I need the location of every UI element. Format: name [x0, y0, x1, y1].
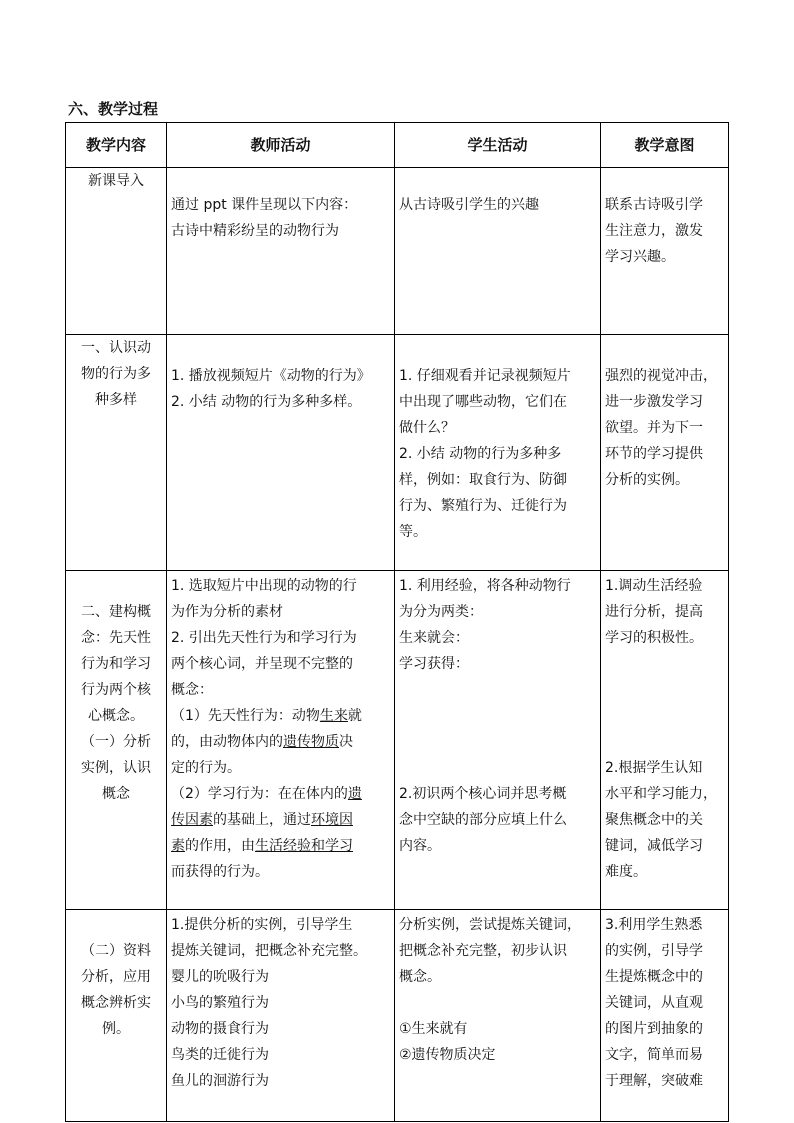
cell-line: 生提炼概念中的: [605, 969, 703, 985]
text-run: 的作用，由: [185, 838, 255, 854]
row-content: [66, 335, 167, 571]
text-run: 就: [347, 708, 362, 724]
cell-line: 学习兴趣。: [605, 249, 675, 265]
spacer: [399, 677, 596, 703]
cell-line: 1.提供分析的实例，引导学生: [171, 917, 353, 933]
cell-line: 行为两个核: [81, 682, 151, 698]
section-title: 六、教学过程: [68, 100, 159, 118]
table-header-row: [66, 123, 729, 168]
cell-line: 水平和学习能力，: [605, 786, 717, 802]
cell-line: 鸟类的迁徙行为: [171, 1047, 269, 1063]
row-teaching-intent: [601, 335, 729, 571]
cell-line: 1. 仔细观看并记录视频短片: [399, 368, 571, 384]
cell-line: 1. 播放视频短片《动物的行为》: [171, 368, 371, 384]
cell-line: 通过 ppt 课件呈现以下内容：: [171, 197, 358, 213]
cell-line: 环节的学习提供: [605, 446, 703, 462]
cell-line: 概念。: [399, 969, 441, 985]
cell-line: 关键词，从直观: [605, 995, 703, 1011]
text-run: （2）学习行为：在在体内的: [171, 786, 348, 802]
row-student-activity: [395, 910, 601, 1122]
cell-line: 例。: [102, 1021, 130, 1037]
cell-line: 概念: [102, 786, 130, 802]
cell-line: 概念辨析实: [81, 995, 151, 1011]
row-student-activity: [395, 335, 601, 571]
cell-line: 实例，认识: [81, 760, 151, 776]
cell-line: 2.根据学生认知: [605, 760, 703, 776]
row-student-activity: [395, 571, 601, 910]
row-teacher-activity: [167, 335, 395, 571]
header-student-activity: 学生活动: [395, 123, 601, 168]
cell-line: 文字，简单而易: [605, 1047, 703, 1063]
header-teacher-activity: 教师活动: [167, 123, 395, 168]
cell-line: 样，例如：取食行为、防御: [399, 472, 567, 488]
cell-line: 从古诗吸引学生的兴趣: [399, 197, 539, 213]
table-row: [66, 910, 729, 1122]
cell-line: 而获得的行为。: [171, 864, 269, 880]
underlined-keyword: 环境因: [311, 812, 353, 828]
row-content: [66, 571, 167, 910]
cell-line: [171, 833, 390, 859]
row-content: [66, 910, 167, 1122]
row-teaching-intent: [601, 910, 729, 1122]
cell-line: 婴儿的吮吸行为: [171, 969, 269, 985]
row-teacher-activity: [167, 571, 395, 910]
cell-line: 内容。: [399, 838, 441, 854]
row-student-activity: [395, 168, 601, 335]
spacer: [399, 703, 596, 729]
spacer: [399, 729, 596, 755]
spacer: [605, 677, 724, 703]
cell-line: 2. 引出先天性行为和学习行为: [171, 630, 357, 646]
cell-line: 鱼儿的洄游行为: [171, 1073, 269, 1089]
cell-line: 中出现了哪些动物，它们在: [399, 394, 567, 410]
cell-line: 2.初识两个核心词并思考概: [399, 786, 567, 802]
cell-line: 学习获得：: [399, 656, 469, 672]
cell-line: ①生来就有: [399, 1021, 468, 1037]
text-run: 的，由动物体内的: [171, 734, 283, 750]
table-row: [66, 335, 729, 571]
cell-line: 联系古诗吸引学: [605, 197, 703, 213]
cell-line: （二）资料: [81, 943, 151, 959]
spacer: [605, 729, 724, 755]
cell-line: 1. 利用经验，将各种动物行: [399, 578, 571, 594]
cell-line: [171, 807, 390, 833]
cell-line: 一、认识动: [81, 340, 151, 356]
cell-line: 1. 选取短片中出现的动物的行: [171, 578, 357, 594]
cell-line: 概念：: [171, 682, 213, 698]
cell-line: [171, 729, 390, 755]
cell-line: 分析实例，尝试提炼关键词，: [399, 917, 581, 933]
cell-line: 分析的实例。: [605, 472, 689, 488]
cell-line: 两个核心词，并呈现不完整的: [171, 656, 353, 672]
cell-line: 进一步激发学习: [605, 394, 703, 410]
cell-line: 的实例，引导学: [605, 943, 703, 959]
cell-line: 3.利用学生熟悉: [605, 917, 703, 933]
spacer: [399, 990, 596, 1016]
cell-line: 行为、繁殖行为、迁徙行为: [399, 498, 567, 514]
cell-line: 种多样: [95, 392, 137, 408]
row-content: [66, 168, 167, 335]
cell-line: [171, 703, 390, 729]
cell-line: 新课导入: [88, 173, 144, 189]
text-run: （1）先天性行为：动物: [171, 708, 320, 724]
cell-line: ②遗传物质决定: [399, 1047, 496, 1063]
cell-line: 把概念补充完整，初步认识: [399, 943, 567, 959]
cell-line: 为分为两类：: [399, 604, 483, 620]
row-teacher-activity: [167, 910, 395, 1122]
cell-line: 小鸟的繁殖行为: [171, 995, 269, 1011]
cell-line: 行为和学习: [81, 656, 151, 672]
table-row: [66, 168, 729, 335]
cell-line: 等。: [399, 524, 427, 540]
underlined-keyword: 生活经验和学习: [255, 838, 353, 854]
row-teacher-activity: [167, 168, 395, 335]
row-teaching-intent: [601, 571, 729, 910]
cell-line: 动物的摄食行为: [171, 1021, 269, 1037]
cell-line: 心概念。: [88, 708, 144, 724]
cell-line: 强烈的视觉冲击，: [605, 368, 717, 384]
cell-line: [171, 781, 390, 807]
row-teaching-intent: [601, 168, 729, 335]
cell-line: 念中空缺的部分应填上什么: [399, 812, 567, 828]
header-teaching-intent: 教学意图: [601, 123, 729, 168]
underlined-keyword: 生来: [319, 708, 348, 724]
cell-line: 学习的积极性。: [605, 630, 703, 646]
cell-line: 古诗中精彩纷呈的动物行为: [171, 223, 339, 239]
teaching-process-table: [65, 122, 729, 1122]
cell-line: 的图片到抽象的: [605, 1021, 703, 1037]
text-run: 决: [339, 734, 353, 750]
spacer: [605, 703, 724, 729]
cell-line: 2. 小结 动物的行为多种多: [399, 446, 562, 462]
cell-line: 难度。: [605, 864, 647, 880]
cell-line: 聚焦概念中的关: [605, 812, 703, 828]
cell-line: 1.调动生活经验: [605, 578, 703, 594]
cell-line: 分析，应用: [81, 969, 151, 985]
cell-line: 生来就会：: [399, 630, 469, 646]
header-content: 教学内容: [66, 123, 167, 168]
spacer: [605, 651, 724, 677]
cell-line: 二、建构概: [81, 604, 151, 620]
cell-line: 于理解，突破难: [605, 1073, 703, 1089]
cell-line: 物的行为多: [81, 366, 151, 382]
table-row: [66, 571, 729, 910]
cell-line: 为作为分析的素材: [171, 604, 283, 620]
cell-line: （一）分析: [81, 734, 151, 750]
cell-line: 欲望。并为下一: [605, 420, 703, 436]
cell-line: 键词，减低学习: [605, 838, 703, 854]
cell-line: 进行分析，提高: [605, 604, 703, 620]
underlined-keyword: 遗: [347, 786, 362, 802]
cell-line: 提炼关键词，把概念补充完整。: [171, 943, 367, 959]
underlined-keyword: 遗传物质: [283, 734, 339, 750]
text-run: 的基础上，通过: [213, 812, 311, 828]
cell-line: 念：先天性: [81, 630, 151, 646]
cell-line: 2. 小结 动物的行为多种多样。: [171, 394, 362, 410]
underlined-keyword: 素: [171, 838, 185, 854]
spacer: [399, 755, 596, 781]
cell-line: 定的行为。: [171, 760, 241, 776]
underlined-keyword: 传因素: [171, 812, 213, 828]
cell-line: 做什么？: [399, 420, 455, 436]
cell-line: 生注意力，激发: [605, 223, 703, 239]
